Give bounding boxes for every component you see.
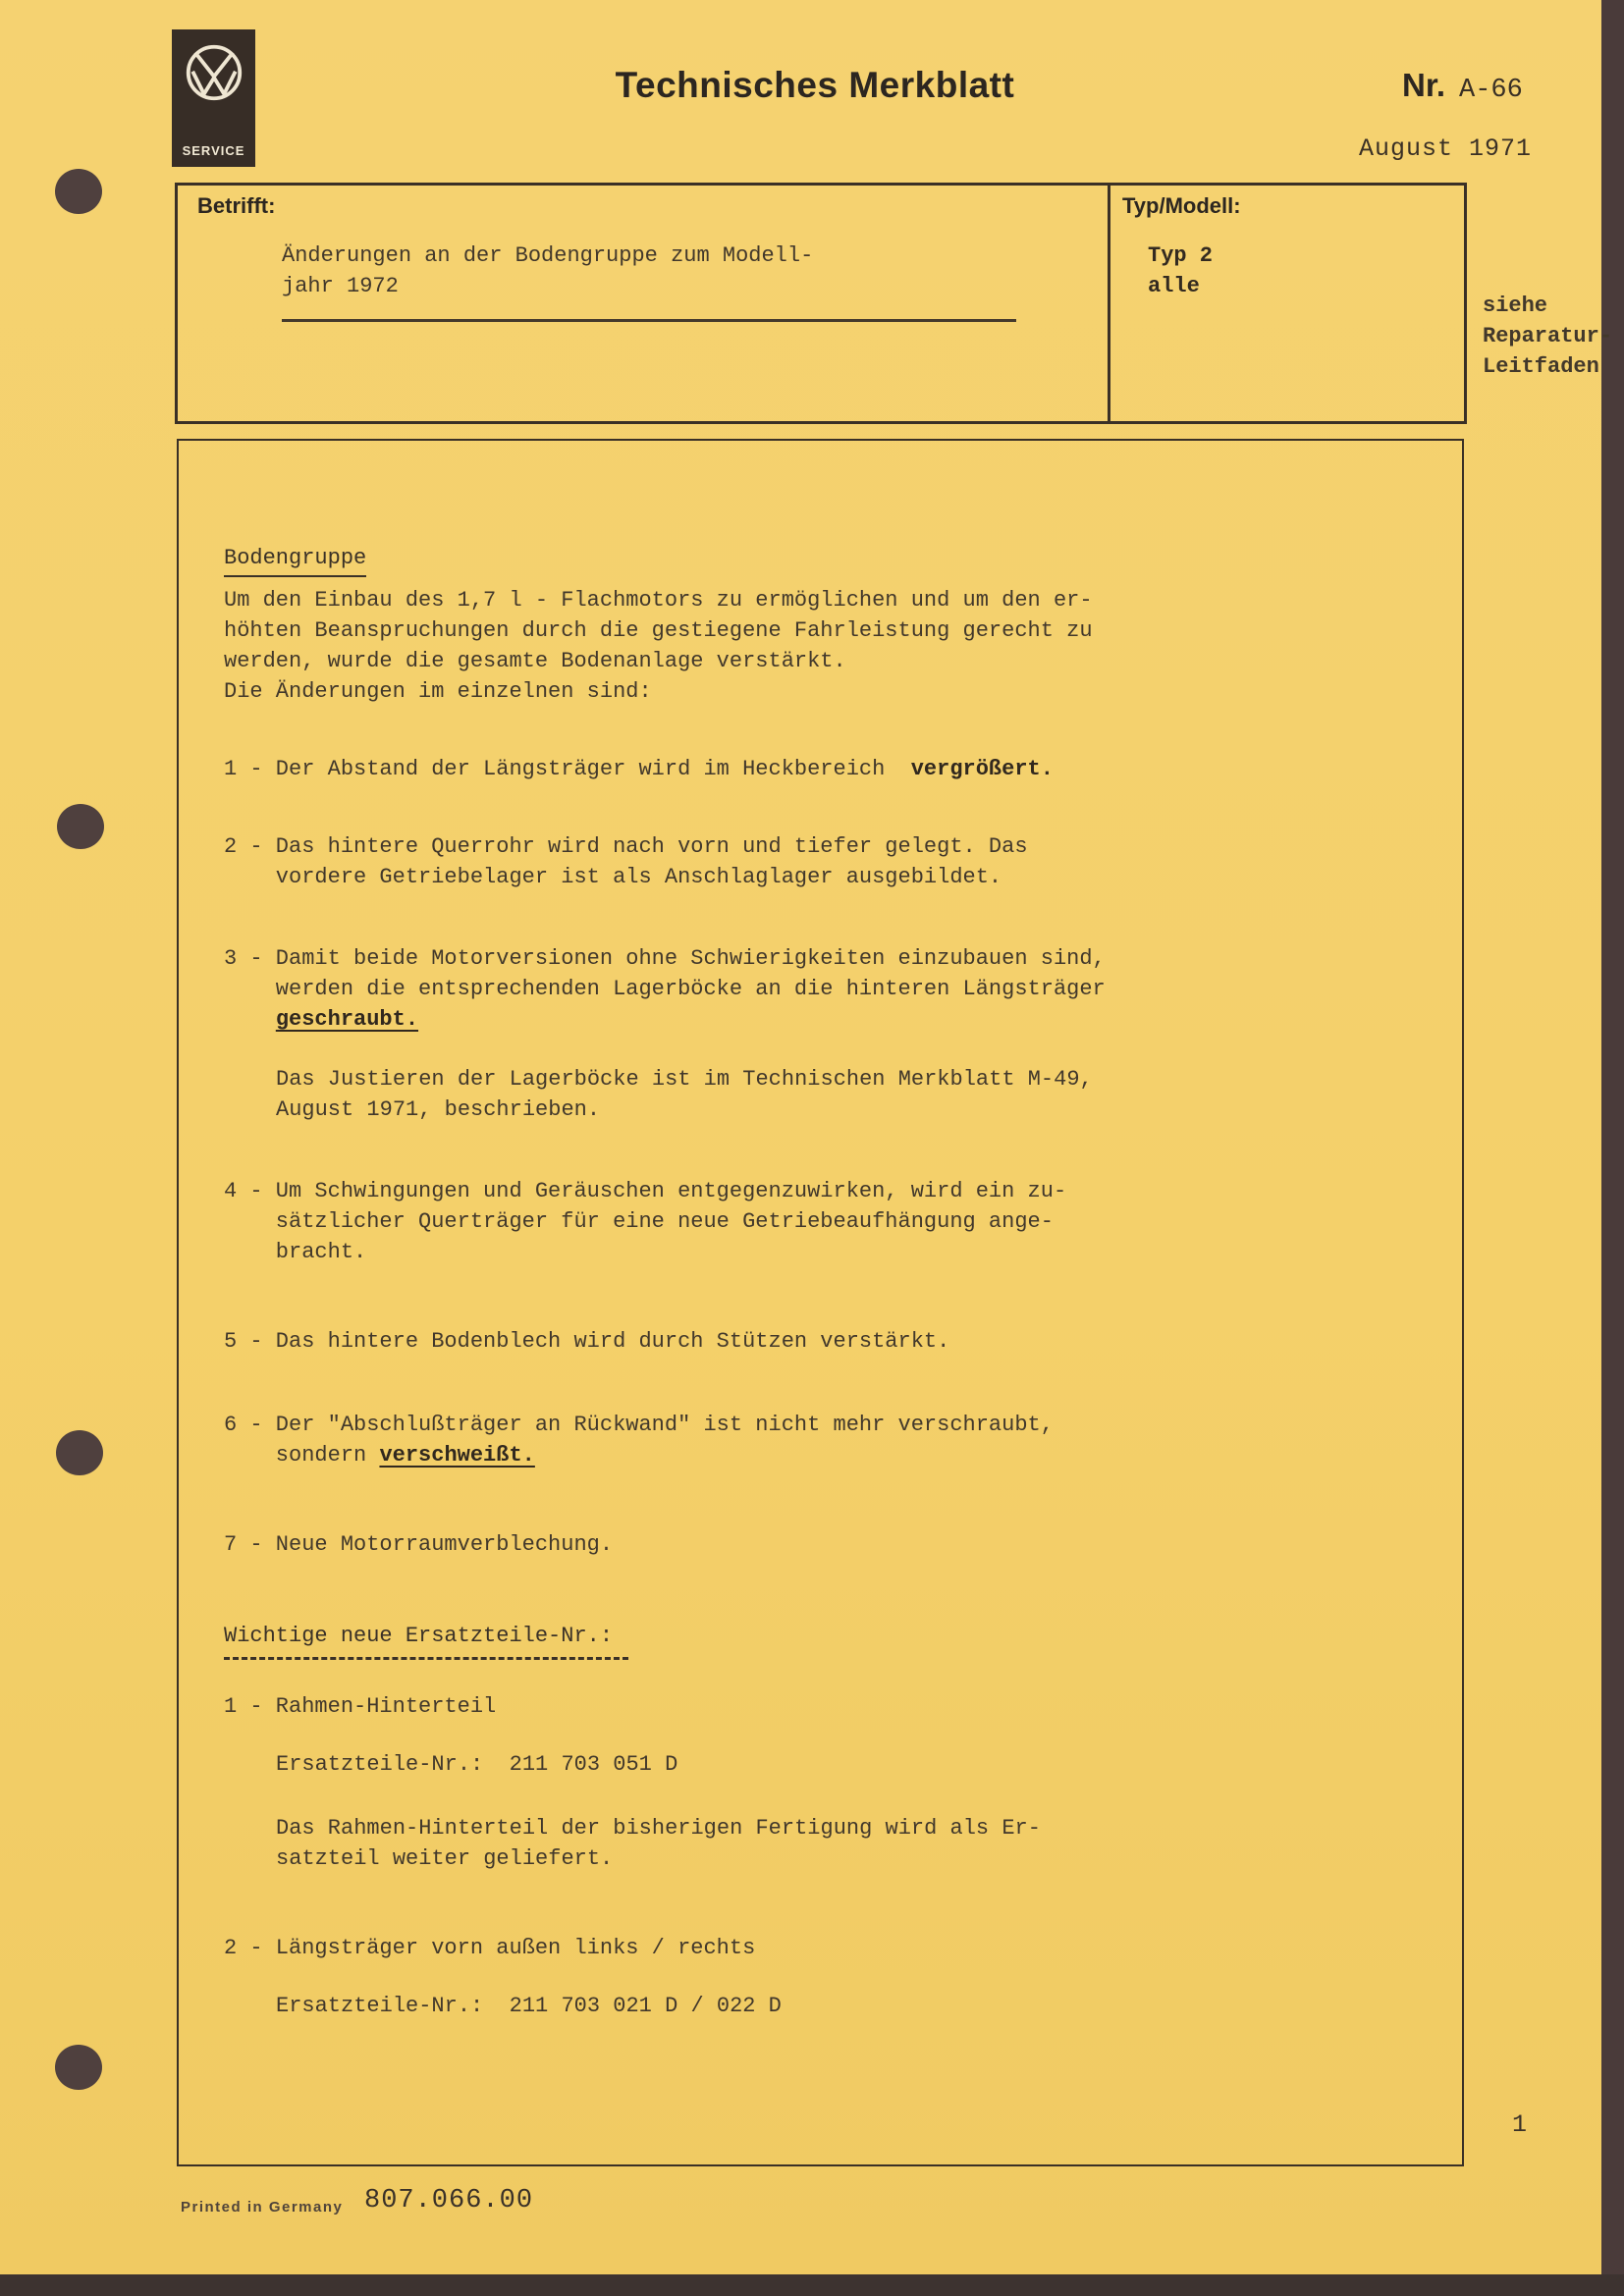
item-4: 4 - Um Schwingungen und Geräuschen entgegenzuwirken, wird ein zu- sätzlicher Querträger für eine neue Getriebeaufhängung ange- bracht. bbox=[224, 1179, 1067, 1264]
item-6: 6 - Der "Abschlußträger an Rückwand" ist nicht mehr verschraubt, sondern verschweißt. bbox=[224, 1413, 1054, 1468]
item-3-note: Das Justieren der Lagerböcke ist im Technischen Merkblatt M-49, August 1971, beschrieben. bbox=[276, 1067, 1093, 1122]
document-date: August 1971 bbox=[1359, 134, 1533, 163]
content-box bbox=[177, 439, 1464, 2166]
print-order-number: 807.066.00 bbox=[364, 2186, 534, 2216]
item-3-text: 3 - Damit beide Motorversionen ohne Schwierigkeiten einzubauen sind, werden die entsprechenden Lagerböcke an die hinteren Längsträger geschraubt. bbox=[224, 946, 1106, 1032]
item-1: 1 - Der Abstand der Längsträger wird im Heckbereich vergrößert. bbox=[224, 757, 1054, 781]
part-1-number: Ersatzteile-Nr.: 211 703 051 D bbox=[276, 1752, 678, 1777]
punch-hole bbox=[55, 2045, 102, 2090]
subject-cell bbox=[178, 186, 1108, 421]
scan-edge-bottom bbox=[0, 2274, 1624, 2296]
part-entry-1 bbox=[224, 1691, 1427, 1874]
vw-roundel-icon bbox=[172, 41, 255, 104]
number-label: Nr. bbox=[1402, 67, 1446, 103]
subject-type-box bbox=[175, 183, 1467, 424]
subject-text: Änderungen an der Bodengruppe zum Modell- jahr 1972 bbox=[282, 243, 814, 298]
type-value: Typ 2 alle bbox=[1148, 243, 1214, 298]
subject-underline bbox=[282, 319, 1016, 322]
part-1-title: 1 - Rahmen-Hinterteil bbox=[224, 1694, 497, 1719]
section-heading: Bodengruppe bbox=[224, 543, 366, 577]
part-2-title: 2 - Längsträger vorn außen links / rechts bbox=[224, 1936, 756, 1960]
document-title: Technisches Merkblatt bbox=[615, 65, 1015, 105]
item-3 bbox=[224, 943, 1427, 1125]
item-2: 2 - Das hintere Querrohr wird nach vorn und tiefer gelegt. Das vordere Getriebelager ist als Anschlaglager ausgebildet. bbox=[224, 834, 1028, 889]
page-number: 1 bbox=[1512, 2110, 1528, 2139]
service-label: SERVICE bbox=[182, 143, 245, 158]
item-7: 7 - Neue Motorraumverblechung. bbox=[224, 1532, 614, 1557]
number-value: A-66 bbox=[1459, 76, 1523, 105]
punch-hole bbox=[57, 804, 104, 849]
part-1-note: Das Rahmen-Hinterteil der bisherigen Fertigung wird als Er- satzteil weiter geliefert. bbox=[276, 1816, 1041, 1871]
punch-hole bbox=[55, 169, 102, 214]
type-label: Typ/Modell: bbox=[1122, 193, 1241, 218]
punch-hole bbox=[56, 1430, 103, 1475]
intro-paragraph: Um den Einbau des 1,7 l - Flachmotors zu ermöglichen und um den er- höhten Beanspruchungen durch die gestiegene Fahrleistung gerecht zu werden, wurde die gesamte Bodenanlage verstärkt. Die Änderungen im einzelnen sind: bbox=[224, 588, 1093, 704]
side-note-repair-manual: siehe Reparatur- Leitfaden bbox=[1483, 294, 1613, 379]
document-number bbox=[1402, 67, 1523, 105]
type-cell bbox=[1108, 186, 1464, 421]
printed-in-germany-label: Printed in Germany bbox=[181, 2199, 344, 2216]
part-entry-2 bbox=[224, 1933, 1427, 2021]
subject-label: Betrifft: bbox=[197, 193, 276, 218]
part-2-number: Ersatzteile-Nr.: 211 703 021 D / 022 D bbox=[276, 1994, 782, 2018]
parts-heading: Wichtige neue Ersatzteile-Nr.: bbox=[224, 1621, 628, 1660]
vw-logo bbox=[172, 29, 255, 167]
item-5: 5 - Das hintere Bodenblech wird durch Stützen verstärkt. bbox=[224, 1329, 950, 1354]
